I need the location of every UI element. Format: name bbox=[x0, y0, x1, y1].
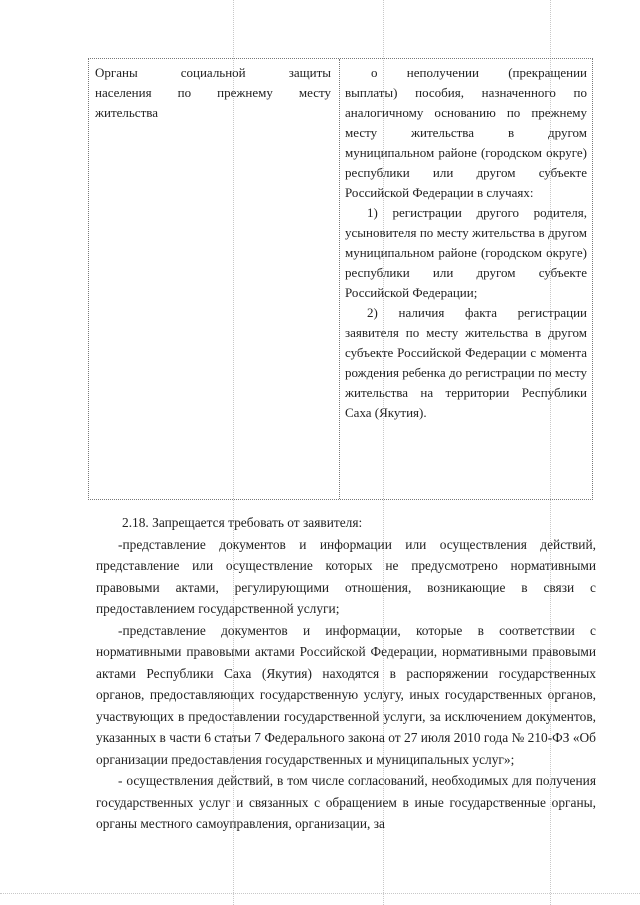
table-cell-paragraph: 1) регистрации другого родителя, усыновителя по месту жительства в другом муниципальном районе (городском округе) республики или другом субъекте Российской Федерации; bbox=[345, 205, 587, 300]
table-cell-paragraph: 2) наличия факта регистрации заявителя по месту жительства в другом субъекте Российской Федерации с момента рождения ребенка до регистрации по месту жительства на территории Республики Саха (Якутия). bbox=[345, 305, 587, 420]
document-body bbox=[96, 512, 596, 835]
table-cell-information bbox=[345, 63, 587, 423]
body-paragraph: -представление документов и информации, которые в соответствии с нормативными правовыми актами Российской Федерации, нормативными правовыми актами Республики Саха (Якутия) находятся в распоряжении государственных органов, предоставляющих государственную услугу, иных государственных органов, участвующих в предоставлении государственной услуги, за исключением документов, указанных в части 6 статьи 7 Федерального закона от 27 июля 2010 года № 210-ФЗ «Об организации предоставления государственных и муниципальных услуг»; bbox=[96, 622, 596, 767]
table-cell-paragraph: о неполучении (прекращении выплаты) пособия, назначенного по аналогичному основанию по прежнему месту жительства в другом муниципальном районе (городском округе) республики или другом субъекте Российской Федерации в случаях: bbox=[345, 65, 587, 200]
table-cell-line: населения по прежнему месту bbox=[95, 85, 331, 100]
table-column-divider bbox=[339, 59, 340, 499]
body-paragraph: - осуществления действий, в том числе согласований, необходимых для получения государственных услуг и связанных с обращением в иные государственные органы, органы местного самоуправления, организации, за bbox=[96, 773, 596, 831]
table-cell-line: Органы социальной защиты bbox=[95, 65, 331, 80]
body-paragraph: -представление документов и информации или осуществления действий, представление или осуществление которых не предусмотрено нормативными правовыми актами, регулирующими отношения, возникающие в связи с предоставлением государственной услуги; bbox=[96, 536, 596, 616]
services-table bbox=[88, 58, 593, 500]
scan-fold-line bbox=[0, 893, 640, 894]
table-cell-organ bbox=[95, 63, 331, 123]
section-heading: 2.18. Запрещается требовать от заявителя: bbox=[122, 515, 363, 530]
table-cell-line: жительства bbox=[95, 105, 158, 120]
